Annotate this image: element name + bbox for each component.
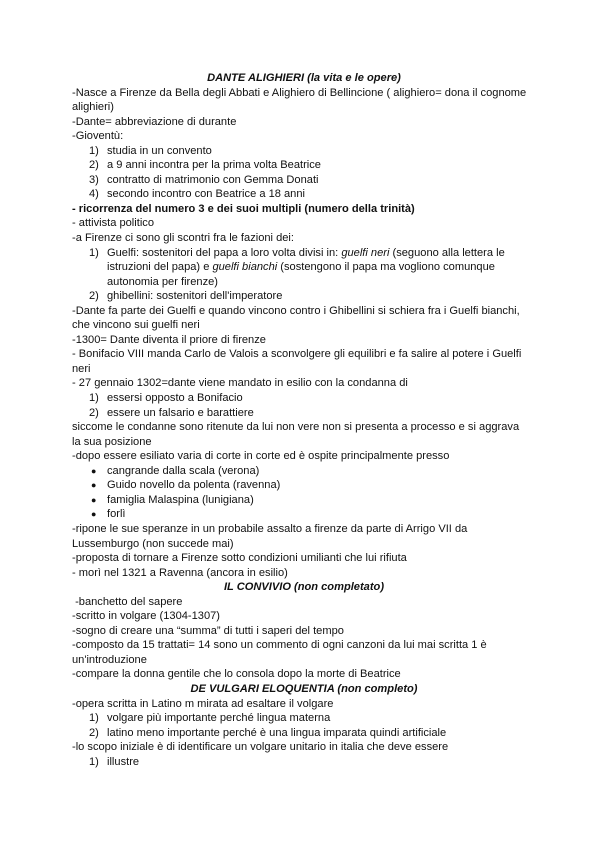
list-item-text: istruzioni del papa) e [107, 261, 213, 274]
list-number: 2) [89, 726, 99, 739]
text-line: -Gioventù: [72, 130, 124, 143]
bullet-item [72, 507, 536, 522]
text-line: -ripone le sue speranze in un probabile assalto a firenze da parte di Arrigo VII da [72, 522, 468, 535]
text-line: -proposta di tornare a Firenze sotto condizioni umilianti che lui rifiuta [72, 552, 407, 565]
text-line: -opera scritta in Latino m mirata ad esaltare il volgare [72, 697, 334, 710]
text-line: un'introduzione [72, 653, 147, 666]
list-number: 2) [89, 406, 99, 419]
list-item [72, 158, 536, 173]
list-number: 3) [89, 173, 99, 186]
list-item-text: latino meno importante perché è una lingua imparata quindi artificiale [107, 726, 447, 739]
list-item-text: (seguono alla lettera le [389, 246, 505, 259]
bullet-item-text: cangrande dalla scala (verona) [107, 464, 260, 477]
list-item-text: studia in un convento [107, 144, 212, 157]
list-number: 2) [89, 159, 99, 172]
list-item [72, 406, 536, 421]
bullet-item [72, 464, 536, 479]
text-line: - morì nel 1321 a Ravenna (ancora in esilio) [72, 566, 288, 579]
bullet-item [72, 478, 536, 493]
list-item-text: volgare più importante perché lingua materna [107, 712, 331, 725]
list-number: 4) [89, 188, 99, 201]
text-line: -banchetto del sapere [72, 595, 183, 608]
list-item-text: illustre [107, 755, 140, 768]
bullet-item-text: Guido novello da polenta (ravenna) [107, 479, 281, 492]
section-heading: DE VULGARI ELOQUENTIA (non completo) [190, 682, 418, 695]
list-item [72, 391, 536, 406]
list-item-text: Guelfi: sostenitori del papa a loro volta divisi in: [107, 246, 342, 259]
text-line: Lussemburgo (non succede mai) [72, 537, 234, 550]
text-line: - 27 gennaio 1302=dante viene mandato in esilio con la condanna di [72, 377, 408, 390]
italic-text: guelfi neri [341, 246, 390, 259]
list-item [72, 289, 536, 304]
list-item [72, 144, 536, 159]
text-line: -scritto in volgare (1304-1307) [72, 610, 220, 623]
list-item [72, 187, 536, 202]
list-number: 1) [89, 246, 99, 259]
list-item-text: essere un falsario e barattiere [107, 406, 254, 419]
text-line: -a Firenze ci sono gli scontri fra le fazioni dei: [72, 232, 294, 245]
text-line: la sua posizione [72, 435, 152, 448]
list-item [72, 726, 536, 741]
page-title: DANTE ALIGHIERI (la vita e le opere) [207, 72, 401, 84]
text-line: - Bonifacio VIII manda Carlo de Valois a sconvolgere gli equilibri e fa salire al potere i Guelfi [72, 348, 522, 361]
list-item-continuation: autonomia per firenze) [107, 275, 218, 288]
list-item-text: contratto di matrimonio con Gemma Donati [107, 173, 319, 186]
bullet-item [72, 493, 536, 508]
bullet-icon: ● [91, 465, 97, 476]
list-number: 1) [89, 712, 99, 725]
list-item-text: (sostengono il papa ma vogliono comunque [277, 261, 495, 274]
text-line: -1300= Dante diventa il priore di firenze [72, 333, 266, 346]
list-number: 1) [89, 755, 99, 768]
section-heading: IL CONVIVIO (non completato) [223, 581, 385, 594]
text-line: -Nasce a Firenze da Bella degli Abbati e Alighiero di Bellincione ( alighiero= dona il cognome [72, 86, 527, 99]
list-number: 1) [89, 144, 99, 157]
bullet-icon: ● [91, 480, 97, 491]
bold-text-line: - ricorrenza del numero 3 e dei suoi multipli (numero della trinità) [72, 202, 415, 215]
text-line: neri [72, 362, 91, 375]
list-item-text: secondo incontro con Beatrice a 18 anni [107, 188, 305, 201]
text-line: - attivista politico [72, 217, 155, 230]
text-line: -lo scopo iniziale è di identificare un volgare unitario in italia che deve essere [72, 741, 449, 754]
list-number: 1) [89, 392, 99, 405]
list-item [72, 173, 536, 188]
text-line: -composto da 15 trattati= 14 sono un commento di ogni canzoni da lui mai scritta 1 è [72, 639, 487, 652]
list-item-text: essersi opposto a Bonifacio [107, 392, 243, 405]
text-line: -Dante fa parte dei Guelfi e quando vincono contro i Ghibellini si schiera fra i Guelfi bianchi, [72, 304, 520, 317]
list-item [72, 755, 536, 770]
bullet-icon: ● [91, 494, 97, 505]
text-line: -dopo essere esiliato varia di corte in corte ed è ospite principalmente presso [72, 450, 450, 463]
bullet-item-text: famiglia Malaspina (lunigiana) [107, 493, 254, 506]
list-item-text: a 9 anni incontra per la prima volta Beatrice [107, 159, 321, 172]
list-item [72, 711, 536, 726]
text-line: alighieri) [72, 101, 114, 114]
list-item [72, 246, 536, 261]
bullet-icon: ● [91, 509, 97, 520]
text-line: siccome le condanne sono ritenute da lui non vere non si presenta a processo e si aggrava [72, 421, 520, 434]
italic-text: guelfi bianchi [212, 261, 278, 274]
text-line: -compare la donna gentile che lo consola dopo la morte di Beatrice [72, 668, 401, 681]
text-line: -sogno di creare una “summa” di tutti i saperi del tempo [72, 624, 344, 637]
text-line: che vincono sui guelfi neri [72, 319, 200, 332]
list-item-text: ghibellini: sostenitori dell'imperatore [107, 290, 283, 303]
list-item-continuation [72, 260, 536, 275]
bullet-item-text: forlì [107, 508, 126, 521]
text-line: -Dante= abbreviazione di durante [72, 115, 237, 128]
list-number: 2) [89, 290, 99, 303]
